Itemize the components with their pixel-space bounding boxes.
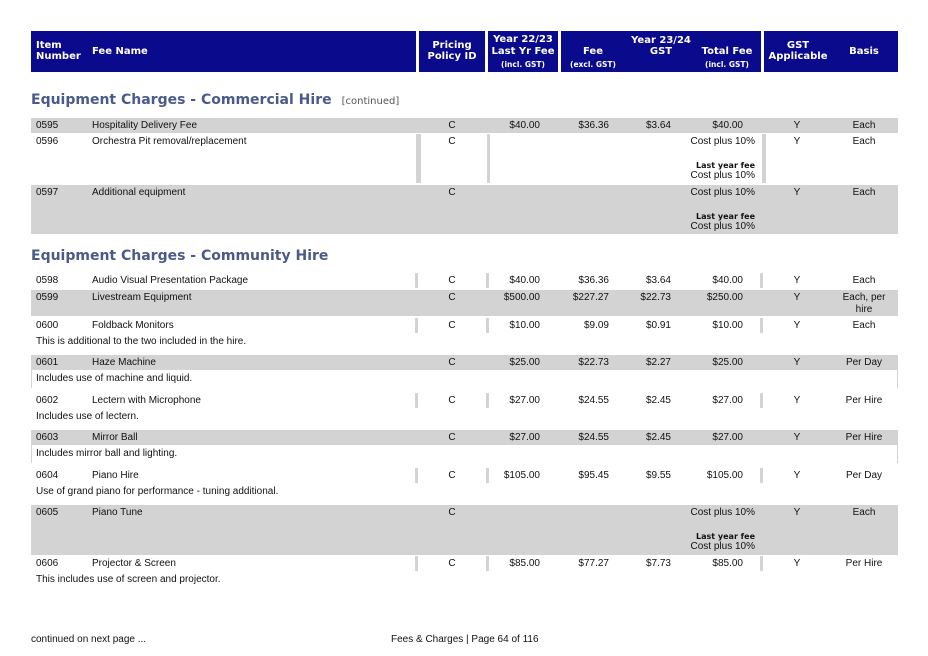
fee-name: Piano Hire — [92, 470, 139, 481]
gst-amount: $3.64 — [645, 275, 671, 286]
fee-name: Piano Tune — [92, 507, 143, 518]
item-number: 0605 — [36, 507, 59, 518]
header-block-policy — [419, 31, 485, 72]
last-yr-fee: $40.00 — [509, 275, 540, 286]
total-fee: Cost plus 10% — [690, 507, 755, 518]
table-row-0598 — [31, 273, 898, 288]
gst-applicable: Y — [793, 292, 801, 303]
fee-excl-gst: $227.27 — [572, 292, 609, 303]
fee-excl-gst: $36.36 — [578, 275, 609, 286]
table-row-0603 — [31, 430, 898, 445]
gst-applicable: Y — [793, 120, 801, 131]
gst-amount: $3.64 — [645, 120, 671, 131]
header-basis: Basis — [849, 46, 879, 57]
last-yr-fee: $27.00 — [509, 432, 540, 443]
last-yr-fee: $40.00 — [509, 120, 540, 131]
item-number: 0596 — [36, 136, 59, 147]
fee-name: Projector & Screen — [92, 558, 176, 569]
fee-name: Lectern with Microphone — [92, 395, 201, 406]
item-number: 0602 — [36, 395, 59, 406]
row-note-0601: Includes use of machine and liquid. — [36, 373, 193, 384]
pricing-policy: C — [448, 507, 456, 518]
basis: Each — [852, 136, 876, 147]
last-yr-fee: $10.00 — [509, 320, 540, 331]
basis: Each — [852, 187, 876, 198]
fee-excl-gst: $95.45 — [578, 470, 609, 481]
gst-amount: $2.27 — [645, 357, 671, 368]
total-fee: $27.00 — [712, 432, 743, 443]
item-number: 0599 — [36, 292, 59, 303]
header-incl-gst: (incl. GST) — [501, 60, 545, 69]
pricing-policy: C — [448, 395, 456, 406]
table-row-0604 — [31, 468, 898, 483]
total-fee: $105.00 — [706, 470, 743, 481]
header-fee-name: Fee Name — [92, 46, 148, 57]
last-year-label: Last year fee — [696, 161, 755, 170]
gst-applicable: Y — [793, 275, 801, 286]
table-row-0595 — [31, 118, 898, 133]
fee-name: Hospitality Delivery Fee — [92, 120, 198, 131]
row-note-0606: This includes use of screen and projector. — [36, 574, 221, 585]
pricing-policy: C — [448, 120, 456, 131]
header-year-2324: Year 23/24 — [631, 35, 691, 46]
total-fee: Cost plus 10% — [690, 136, 755, 147]
last-yr-fee: $105.00 — [503, 470, 540, 481]
basis: Each — [852, 120, 876, 131]
table-row-0601 — [31, 355, 898, 370]
gst-amount: $0.91 — [645, 320, 671, 331]
fee-excl-gst: $36.36 — [578, 120, 609, 131]
section-title-commercial — [31, 92, 399, 108]
pricing-policy: C — [448, 558, 456, 569]
gst-applicable: Y — [793, 395, 801, 406]
table-row-0602 — [31, 393, 898, 408]
last-yr-fee: $500.00 — [503, 292, 540, 303]
header-fee: Fee — [583, 46, 603, 57]
row-note-0603: Includes mirror ball and lighting. — [36, 448, 178, 459]
header-excl-gst: (excl. GST) — [570, 60, 616, 69]
pricing-policy: C — [448, 187, 456, 198]
pricing-policy: C — [448, 136, 456, 147]
gst-amount: $7.73 — [645, 558, 671, 569]
fee-excl-gst: $24.55 — [578, 395, 609, 406]
total-fee: $10.00 — [712, 320, 743, 331]
gst-amount: $2.45 — [645, 432, 671, 443]
last-year-value: Cost plus 10% — [690, 221, 755, 232]
total-fee: $40.00 — [712, 275, 743, 286]
table-row-0599 — [31, 290, 898, 316]
gst-applicable: Y — [793, 432, 801, 443]
header-block-item — [31, 31, 416, 72]
item-number: 0597 — [36, 187, 59, 198]
total-fee: $27.00 — [712, 395, 743, 406]
row-note-0604: Use of grand piano for performance - tuning additional. — [36, 486, 279, 497]
fee-excl-gst: $77.27 — [578, 558, 609, 569]
table-row-0596 — [31, 134, 898, 183]
last-yr-fee: $27.00 — [509, 395, 540, 406]
basis: Each, per hire — [842, 292, 886, 315]
last-yr-fee: $25.00 — [509, 357, 540, 368]
header-gst-applicable: GST Applicable — [768, 40, 828, 62]
table-row-0605 — [31, 505, 898, 555]
header-item-number: Item Number — [36, 40, 81, 62]
table-row-0600 — [31, 318, 898, 333]
footer-page-number: Fees & Charges | Page 64 of 116 — [391, 634, 539, 645]
total-fee: $25.00 — [712, 357, 743, 368]
fee-name: Foldback Monitors — [92, 320, 174, 331]
gst-amount: $2.45 — [645, 395, 671, 406]
header-year-2223: Year 22/23 — [493, 34, 553, 45]
item-number: 0606 — [36, 558, 59, 569]
last-year-label: Last year fee — [696, 212, 755, 221]
basis: Per Day — [845, 470, 883, 481]
section-title-community: Equipment Charges - Community Hire — [31, 248, 329, 264]
basis: Per Hire — [845, 432, 883, 443]
gst-applicable: Y — [793, 136, 801, 147]
fee-name: Livestream Equipment — [92, 292, 192, 303]
row-note-0602: Includes use of lectern. — [36, 411, 139, 422]
footer-continued: continued on next page ... — [31, 634, 147, 645]
gst-applicable: Y — [793, 507, 801, 518]
fee-name: Mirror Ball — [92, 432, 138, 443]
header-total-fee: Total Fee — [701, 46, 753, 57]
pricing-policy: C — [448, 275, 456, 286]
total-fee: $85.00 — [712, 558, 743, 569]
last-year-value: Cost plus 10% — [690, 170, 755, 181]
last-year-value: Cost plus 10% — [690, 541, 755, 552]
gst-applicable: Y — [793, 558, 801, 569]
header-block-gst-basis — [764, 31, 898, 72]
gst-applicable: Y — [793, 187, 801, 198]
table-row-0606 — [31, 556, 898, 571]
last-year-label: Last year fee — [696, 532, 755, 541]
header-incl-gst-total: (incl. GST) — [705, 60, 749, 69]
item-number: 0598 — [36, 275, 59, 286]
basis: Per Day — [845, 357, 883, 368]
total-fee: $250.00 — [706, 292, 743, 303]
pricing-policy: C — [448, 292, 456, 303]
fee-name: Haze Machine — [92, 357, 156, 368]
gst-applicable: Y — [793, 470, 801, 481]
item-number: 0600 — [36, 320, 59, 331]
gst-amount: $22.73 — [640, 292, 671, 303]
item-number: 0603 — [36, 432, 59, 443]
fee-excl-gst: $24.55 — [578, 432, 609, 443]
basis: Each — [852, 320, 876, 331]
basis: Per Hire — [845, 395, 883, 406]
gst-applicable: Y — [793, 320, 801, 331]
basis: Each — [852, 507, 876, 518]
fee-excl-gst: $22.73 — [578, 357, 609, 368]
item-number: 0604 — [36, 470, 59, 481]
gst-applicable: Y — [793, 357, 801, 368]
total-fee: Cost plus 10% — [690, 187, 755, 198]
fee-name: Additional equipment — [92, 187, 186, 198]
section-continued-label: [continued] — [341, 96, 400, 107]
pricing-policy: C — [448, 470, 456, 481]
item-number: 0601 — [36, 357, 59, 368]
header-block-year2324 — [561, 31, 761, 72]
basis: Per Hire — [845, 558, 883, 569]
pricing-policy: C — [448, 320, 456, 331]
fee-excl-gst: $9.09 — [583, 320, 609, 331]
header-last-yr-fee: Last Yr Fee — [491, 46, 555, 57]
basis: Each — [852, 275, 876, 286]
header-gst: GST — [649, 46, 673, 57]
table-row-0597 — [31, 185, 898, 234]
pricing-policy: C — [448, 357, 456, 368]
pricing-policy: C — [448, 432, 456, 443]
section-title-commercial-text: Equipment Charges - Commercial Hire — [31, 92, 332, 108]
header-pricing-policy: Pricing Policy ID — [427, 40, 477, 62]
header-block-year2223 — [488, 31, 558, 72]
row-note-0600: This is additional to the two included in the hire. — [36, 336, 247, 347]
fee-name: Orchestra Pit removal/replacement — [92, 136, 247, 147]
item-number: 0595 — [36, 120, 59, 131]
fee-name: Audio Visual Presentation Package — [92, 275, 249, 286]
gst-amount: $9.55 — [645, 470, 671, 481]
total-fee: $40.00 — [712, 120, 743, 131]
last-yr-fee: $85.00 — [509, 558, 540, 569]
